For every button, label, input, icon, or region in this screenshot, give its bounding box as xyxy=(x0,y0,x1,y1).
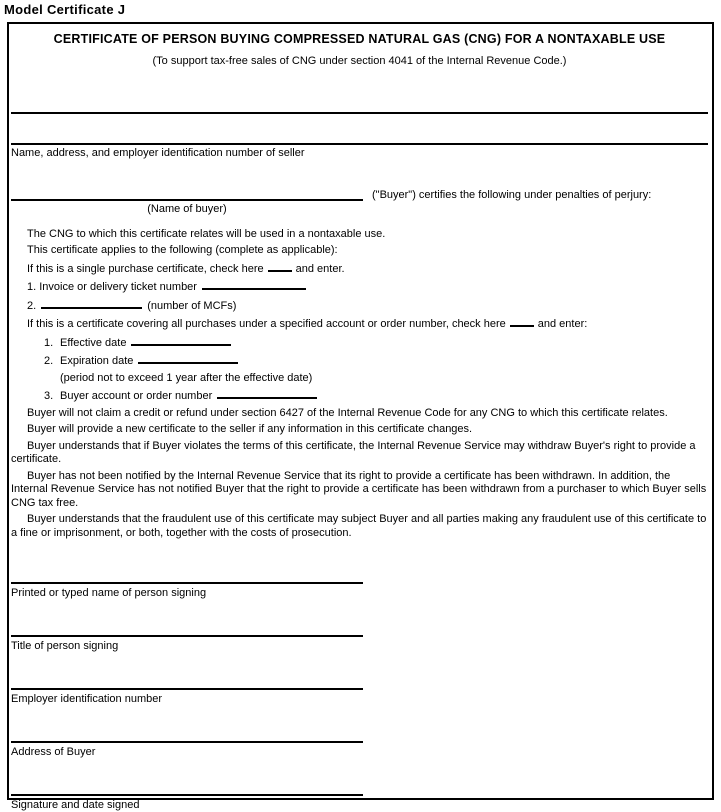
account-number-label: Buyer account or order number xyxy=(60,390,213,402)
signature-field-title xyxy=(11,635,363,653)
single-purchase-pre: If this is a single purchase certificate, check here xyxy=(27,262,264,275)
new-certificate-statement: Buyer will provide a new certificate to the seller if any information in this certificate changes. xyxy=(27,423,473,435)
printed-name-label: Printed or typed name of person signing xyxy=(11,587,207,599)
buyer-name-line[interactable] xyxy=(11,187,363,201)
address-label: Address of Buyer xyxy=(11,746,96,758)
expiration-date-row xyxy=(11,353,708,369)
printed-name-line[interactable] xyxy=(11,582,363,584)
ein-line[interactable] xyxy=(11,688,363,690)
buyer-name-row xyxy=(11,187,708,216)
not-notified-statement: Buyer has not been notified by the Internal Revenue Service that its right to provide a certificate has been withdrawn. In addition, the Internal Revenue Service has not notified Buyer that the right to provide a certificate has been withdrawn from a purchaser to which Buyer sells CNG tax free. xyxy=(11,469,707,509)
address-line[interactable] xyxy=(11,741,363,743)
document-label: Model Certificate J xyxy=(4,2,126,17)
title-label: Title of person signing xyxy=(11,640,119,652)
certificate-body xyxy=(11,228,708,541)
single-purchase-row xyxy=(11,261,708,277)
signature-field-printed-name xyxy=(11,582,363,600)
buyer-certification-statement: ("Buyer") certifies the following under penalties of perjury: xyxy=(372,188,652,201)
effective-date-blank[interactable] xyxy=(131,335,231,346)
invoice-number-blank[interactable] xyxy=(202,279,306,290)
expiration-date-label: Expiration date xyxy=(60,355,134,367)
applies-statement: This certificate applies to the following (complete as applicable): xyxy=(27,244,338,256)
invoice-row xyxy=(11,279,708,295)
title-line[interactable] xyxy=(11,635,363,637)
invoice-label: 1. Invoice or delivery ticket number xyxy=(27,281,197,293)
account-purchase-row xyxy=(11,316,708,332)
expiration-date-number: 2. xyxy=(44,355,54,367)
account-purchase-pre: If this is a certificate covering all purchases under a specified account or order number, check here xyxy=(27,318,506,330)
mcf-label: (number of MCFs) xyxy=(147,299,237,312)
withdraw-statement: Buyer understands that if Buyer violates the terms of this certificate, the Internal Revenue Service may withdraw Buyer's right to provide a certificate. xyxy=(11,439,696,465)
account-purchase-post: and enter: xyxy=(537,318,588,330)
signature-field-address xyxy=(11,741,363,759)
effective-date-row xyxy=(11,335,708,351)
signature-field-signature xyxy=(11,794,363,812)
ein-label: Employer identification number xyxy=(11,693,163,705)
account-number-blank[interactable] xyxy=(217,388,317,399)
single-purchase-check-blank[interactable] xyxy=(268,261,292,272)
no-credit-statement: Buyer will not claim a credit or refund under section 6427 of the Internal Revenue Code for any CNG to which this certificate relates. xyxy=(27,406,668,419)
signature-date-label: Signature and date signed xyxy=(11,799,140,811)
seller-info-line-2[interactable] xyxy=(11,143,708,145)
single-purchase-post: and enter. xyxy=(295,262,345,275)
certificate-subtitle: (To support tax-free sales of CNG under section 4041 of the Internal Revenue Code.) xyxy=(152,55,567,67)
mcf-row xyxy=(11,298,708,314)
signature-date-line[interactable] xyxy=(11,794,363,796)
buyer-name-caption: (Name of buyer) xyxy=(147,202,227,215)
expiration-note: (period not to exceed 1 year after the effective date) xyxy=(60,371,313,384)
mcf-quantity-blank[interactable] xyxy=(41,298,142,309)
fraud-statement: Buyer understands that the fraudulent use of this certificate may subject Buyer and all parties making any fraudulent use of this certificate to a fine or imprisonment, or both, together with the costs of prosecution. xyxy=(11,513,707,539)
certificate-box xyxy=(7,22,714,811)
effective-date-label: Effective date xyxy=(60,336,127,349)
certificate-title: CERTIFICATE OF PERSON BUYING COMPRESSED NATURAL GAS (CNG) FOR A NONTAXABLE USE xyxy=(53,32,666,46)
seller-info-line-1[interactable] xyxy=(11,112,708,114)
account-number-number: 3. xyxy=(44,390,54,402)
effective-date-number: 1. xyxy=(44,336,54,349)
mcf-number: 2. xyxy=(27,299,37,312)
seller-info-label: Name, address, and employer identification number of seller xyxy=(11,147,305,159)
use-statement: The CNG to which this certificate relates will be used in a nontaxable use. xyxy=(27,227,386,240)
account-number-row xyxy=(11,388,708,404)
signature-field-ein xyxy=(11,688,363,706)
account-purchase-check-blank[interactable] xyxy=(510,316,534,327)
buyer-name-column xyxy=(11,187,363,216)
expiration-date-blank[interactable] xyxy=(138,353,238,364)
